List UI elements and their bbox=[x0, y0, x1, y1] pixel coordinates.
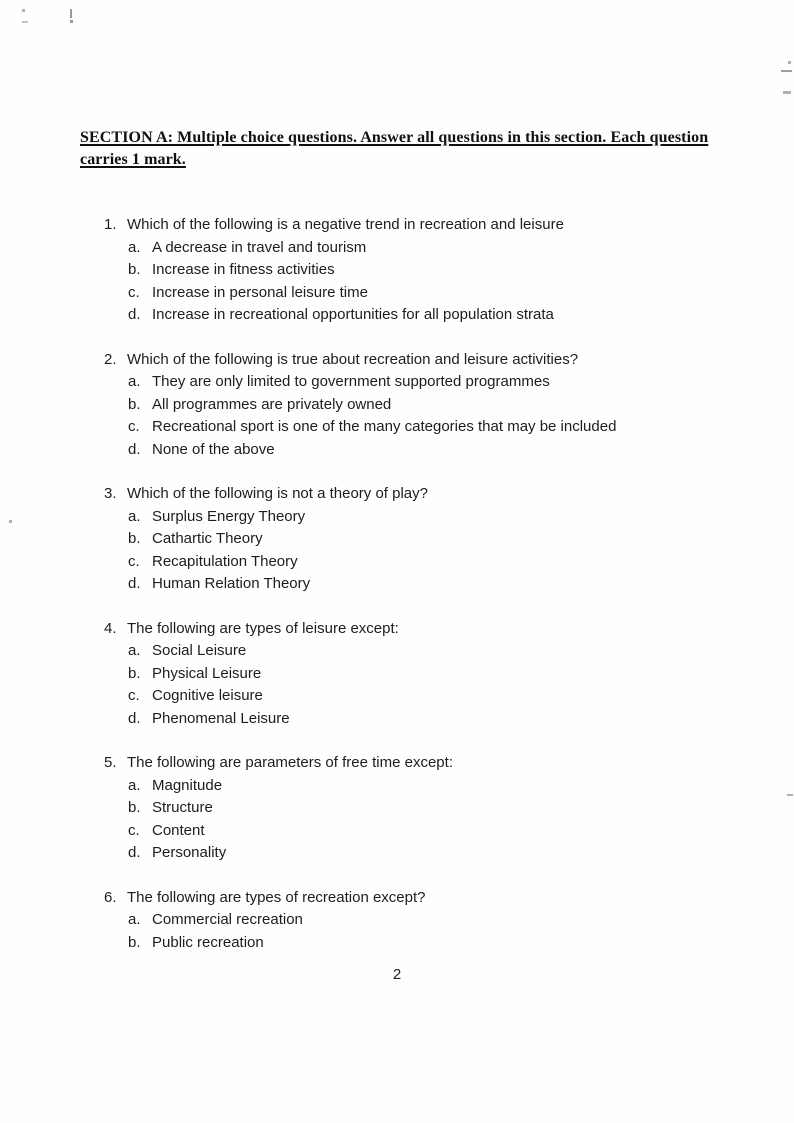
question-text: Which of the following is a negative trend in recreation and leisure bbox=[127, 216, 564, 233]
option-text: Recapitulation Theory bbox=[152, 552, 298, 570]
section-heading-row1 bbox=[80, 127, 708, 149]
option-b bbox=[128, 259, 766, 282]
option-letter: d. bbox=[128, 844, 141, 861]
question-text: The following are types of recreation except? bbox=[127, 888, 426, 906]
question-line bbox=[104, 214, 766, 237]
option-d bbox=[128, 842, 766, 865]
question-number: 4. bbox=[104, 619, 117, 637]
question-line bbox=[104, 349, 766, 372]
option-b bbox=[128, 663, 766, 686]
option-letter: d. bbox=[128, 306, 141, 323]
option-text: They are only limited to government supported programmes bbox=[152, 373, 550, 390]
scan-artifact bbox=[70, 9, 72, 18]
option-letter: c. bbox=[128, 418, 140, 435]
question-2 bbox=[104, 349, 766, 462]
option-letter: d. bbox=[128, 575, 141, 592]
option-a bbox=[128, 371, 766, 394]
question-number: 5. bbox=[104, 754, 117, 771]
option-b bbox=[128, 797, 766, 820]
scan-artifact bbox=[781, 70, 792, 72]
option-text: Social Leisure bbox=[152, 642, 247, 659]
option-letter: d. bbox=[128, 440, 141, 458]
option-text: Magnitude bbox=[152, 776, 223, 794]
option-d bbox=[128, 708, 766, 731]
option-letter: a. bbox=[128, 642, 141, 659]
option-letter: c. bbox=[128, 552, 140, 570]
question-line bbox=[104, 618, 766, 641]
option-letter: b. bbox=[128, 664, 141, 682]
option-letter: b. bbox=[128, 933, 141, 951]
section-heading-line1: SECTION A: Multiple choice questions. Answer all questions in this section. Each question bbox=[80, 129, 709, 146]
question-number: 6. bbox=[104, 888, 117, 906]
option-text: Increase in fitness activities bbox=[152, 261, 335, 278]
option-b bbox=[128, 394, 766, 417]
option-d bbox=[128, 439, 766, 462]
page-number: 2 bbox=[392, 966, 402, 983]
question-number: 2. bbox=[104, 350, 117, 368]
option-letter: d. bbox=[128, 709, 141, 727]
option-text: Phenomenal Leisure bbox=[152, 709, 290, 727]
scan-artifact bbox=[9, 520, 12, 523]
question-line bbox=[104, 752, 766, 775]
option-text: Surplus Energy Theory bbox=[152, 507, 306, 525]
option-d bbox=[128, 573, 766, 596]
option-text: Public recreation bbox=[152, 933, 264, 951]
option-d bbox=[128, 304, 766, 327]
option-b bbox=[128, 528, 766, 551]
option-text: Increase in recreational opportunities for all population strata bbox=[152, 306, 554, 323]
question-line bbox=[104, 887, 766, 910]
option-c bbox=[128, 820, 766, 843]
option-a bbox=[128, 775, 766, 798]
question-text: Which of the following is true about recreation and leisure activities? bbox=[127, 350, 579, 368]
question-list bbox=[104, 214, 766, 976]
option-letter: a. bbox=[128, 776, 141, 794]
option-letter: b. bbox=[128, 261, 141, 278]
scan-artifact bbox=[70, 20, 73, 23]
question-number: 1. bbox=[104, 216, 117, 233]
question-4 bbox=[104, 618, 766, 731]
option-c bbox=[128, 282, 766, 305]
question-line bbox=[104, 483, 766, 506]
option-letter: b. bbox=[128, 395, 141, 413]
option-text: All programmes are privately owned bbox=[152, 395, 392, 413]
question-number: 3. bbox=[104, 485, 117, 502]
option-text: Cognitive leisure bbox=[152, 687, 263, 704]
scan-artifact bbox=[22, 9, 25, 12]
question-1 bbox=[104, 214, 766, 327]
option-a bbox=[128, 909, 766, 932]
section-heading-row2 bbox=[80, 149, 708, 171]
option-letter: b. bbox=[128, 799, 141, 816]
question-5 bbox=[104, 752, 766, 865]
option-letter: a. bbox=[128, 507, 141, 525]
option-text: Human Relation Theory bbox=[152, 575, 311, 592]
question-text: Which of the following is not a theory of play? bbox=[127, 485, 428, 502]
option-text: Cathartic Theory bbox=[152, 530, 263, 547]
question-3 bbox=[104, 483, 766, 596]
scan-artifact bbox=[22, 21, 28, 23]
section-heading-line2: carries 1 mark. bbox=[80, 151, 186, 168]
option-text: Structure bbox=[152, 799, 213, 816]
option-text: None of the above bbox=[152, 440, 275, 458]
question-6 bbox=[104, 887, 766, 955]
option-text: Commercial recreation bbox=[152, 911, 303, 928]
section-heading bbox=[80, 127, 708, 171]
option-letter: a. bbox=[128, 238, 141, 256]
option-c bbox=[128, 551, 766, 574]
option-b bbox=[128, 932, 766, 955]
option-letter: a. bbox=[128, 911, 141, 928]
option-letter: c. bbox=[128, 283, 140, 301]
scan-artifact bbox=[788, 61, 791, 64]
option-a bbox=[128, 237, 766, 260]
option-letter: a. bbox=[128, 373, 141, 390]
question-text: The following are parameters of free time except: bbox=[127, 754, 453, 771]
option-text: Content bbox=[152, 821, 205, 839]
option-a bbox=[128, 506, 766, 529]
option-letter: b. bbox=[128, 530, 141, 547]
option-c bbox=[128, 416, 766, 439]
option-text: A decrease in travel and tourism bbox=[152, 238, 367, 256]
option-text: Recreational sport is one of the many categories that may be included bbox=[152, 418, 617, 435]
option-text: Personality bbox=[152, 844, 227, 861]
scan-artifact bbox=[787, 794, 793, 796]
scan-artifact bbox=[783, 91, 791, 94]
option-letter: c. bbox=[128, 687, 140, 704]
option-text: Increase in personal leisure time bbox=[152, 283, 368, 301]
option-a bbox=[128, 640, 766, 663]
option-letter: c. bbox=[128, 821, 140, 839]
option-c bbox=[128, 685, 766, 708]
question-text: The following are types of leisure except: bbox=[127, 619, 399, 637]
option-text: Physical Leisure bbox=[152, 664, 262, 682]
